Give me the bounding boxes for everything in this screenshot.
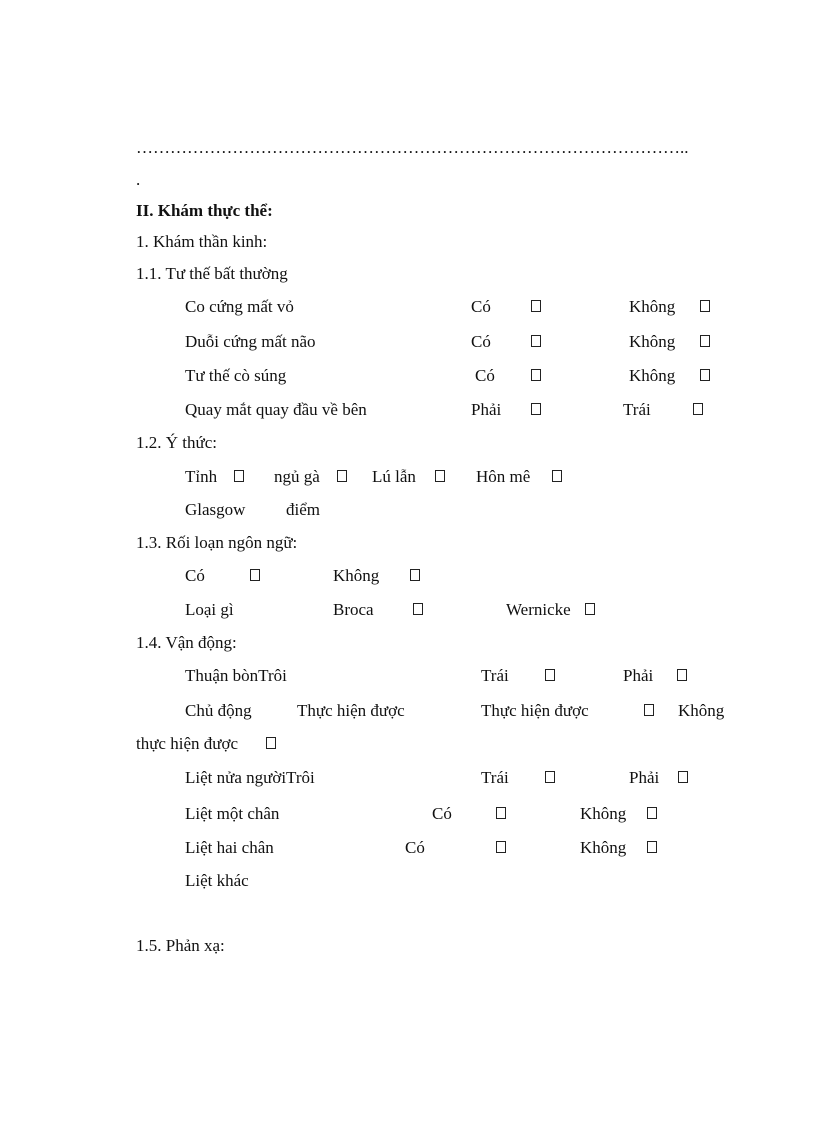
type-label: Loại gì	[185, 600, 234, 619]
option-label: Có	[471, 332, 491, 351]
checkbox[interactable]	[496, 841, 506, 853]
posture-label: Quay mắt quay đầu về bên	[185, 400, 367, 419]
checkbox[interactable]	[678, 771, 688, 783]
option-label-continued: thực hiện được	[136, 734, 238, 753]
option-label: Có	[405, 838, 425, 857]
option-label: Không	[629, 366, 676, 385]
checkbox[interactable]	[531, 335, 541, 347]
checkbox[interactable]	[531, 300, 541, 312]
heading-abnormal-posture: 1.1. Tư thế bất thường	[136, 264, 288, 283]
monoplegia-label: Liệt một chân	[185, 804, 280, 823]
checkbox[interactable]	[552, 470, 562, 482]
option-label: Không	[678, 701, 725, 720]
dotted-line-end: .	[136, 170, 141, 189]
option-label: Trái	[481, 666, 509, 685]
option-label: Hôn mê	[476, 467, 531, 486]
option-label: Tỉnh	[185, 467, 218, 486]
posture-label: Duỗi cứng mất não	[185, 332, 316, 351]
option-label: Broca	[333, 600, 374, 619]
option-label: Thực hiện được	[481, 701, 589, 720]
checkbox[interactable]	[337, 470, 347, 482]
checkbox[interactable]	[700, 300, 710, 312]
checkbox[interactable]	[234, 470, 244, 482]
heading-motor: 1.4. Vận động:	[136, 633, 237, 652]
option-label: Không	[580, 838, 627, 857]
checkbox[interactable]	[647, 841, 657, 853]
option-label: Không	[333, 566, 380, 585]
checkbox[interactable]	[693, 403, 703, 415]
option-label: Lú lẫn	[372, 467, 416, 486]
option-label: Có	[185, 566, 205, 585]
hemiplegia-label: Liệt nửa ngườiTrôi	[185, 768, 315, 787]
section-title: II. Khám thực thể:	[136, 201, 273, 220]
checkbox[interactable]	[700, 335, 710, 347]
checkbox[interactable]	[677, 669, 687, 681]
option-label: Có	[475, 366, 495, 385]
checkbox[interactable]	[585, 603, 595, 615]
checkbox[interactable]	[435, 470, 445, 482]
option-label: Không	[629, 297, 676, 316]
option-label: Có	[432, 804, 452, 823]
glasgow-unit: điểm	[286, 500, 320, 519]
heading-language-disorder: 1.3. Rối loạn ngôn ngữ:	[136, 533, 298, 552]
checkbox[interactable]	[531, 403, 541, 415]
option-label: Wernicke	[506, 600, 571, 619]
heading-consciousness: 1.2. Ý thức:	[136, 433, 217, 452]
checkbox[interactable]	[250, 569, 260, 581]
glasgow-label: Glasgow	[185, 500, 246, 519]
active-movement-label: Chủ động	[185, 701, 252, 720]
dotted-line: ……………………………………………………………………………………..	[136, 138, 689, 157]
checkbox[interactable]	[410, 569, 420, 581]
posture-label: Tư thế cò súng	[185, 366, 287, 385]
checkbox[interactable]	[700, 369, 710, 381]
checkbox[interactable]	[266, 737, 276, 749]
checkbox[interactable]	[413, 603, 423, 615]
option-label: Phải	[623, 666, 654, 685]
checkbox[interactable]	[531, 369, 541, 381]
paraplegia-label: Liệt hai chân	[185, 838, 274, 857]
checkbox[interactable]	[496, 807, 506, 819]
subsection-neuro-exam: 1. Khám thần kinh:	[136, 232, 268, 251]
checkbox[interactable]	[545, 771, 555, 783]
other-paralysis-label: Liệt khác	[185, 871, 249, 890]
option-label: Trái	[481, 768, 509, 787]
posture-label: Co cứng mất vỏ	[185, 297, 294, 316]
checkbox[interactable]	[644, 704, 654, 716]
handedness-label: Thuận bònTrôi	[185, 666, 287, 685]
heading-reflexes: 1.5. Phản xạ:	[136, 936, 225, 955]
option-label: Thực hiện được	[297, 701, 405, 720]
checkbox[interactable]	[647, 807, 657, 819]
checkbox[interactable]	[545, 669, 555, 681]
option-label: ngủ gà	[274, 467, 320, 486]
option-label: Phải	[471, 400, 502, 419]
option-label: Trái	[623, 400, 651, 419]
option-label: Không	[580, 804, 627, 823]
option-label: Không	[629, 332, 676, 351]
option-label: Phải	[629, 768, 660, 787]
option-label: Có	[471, 297, 491, 316]
